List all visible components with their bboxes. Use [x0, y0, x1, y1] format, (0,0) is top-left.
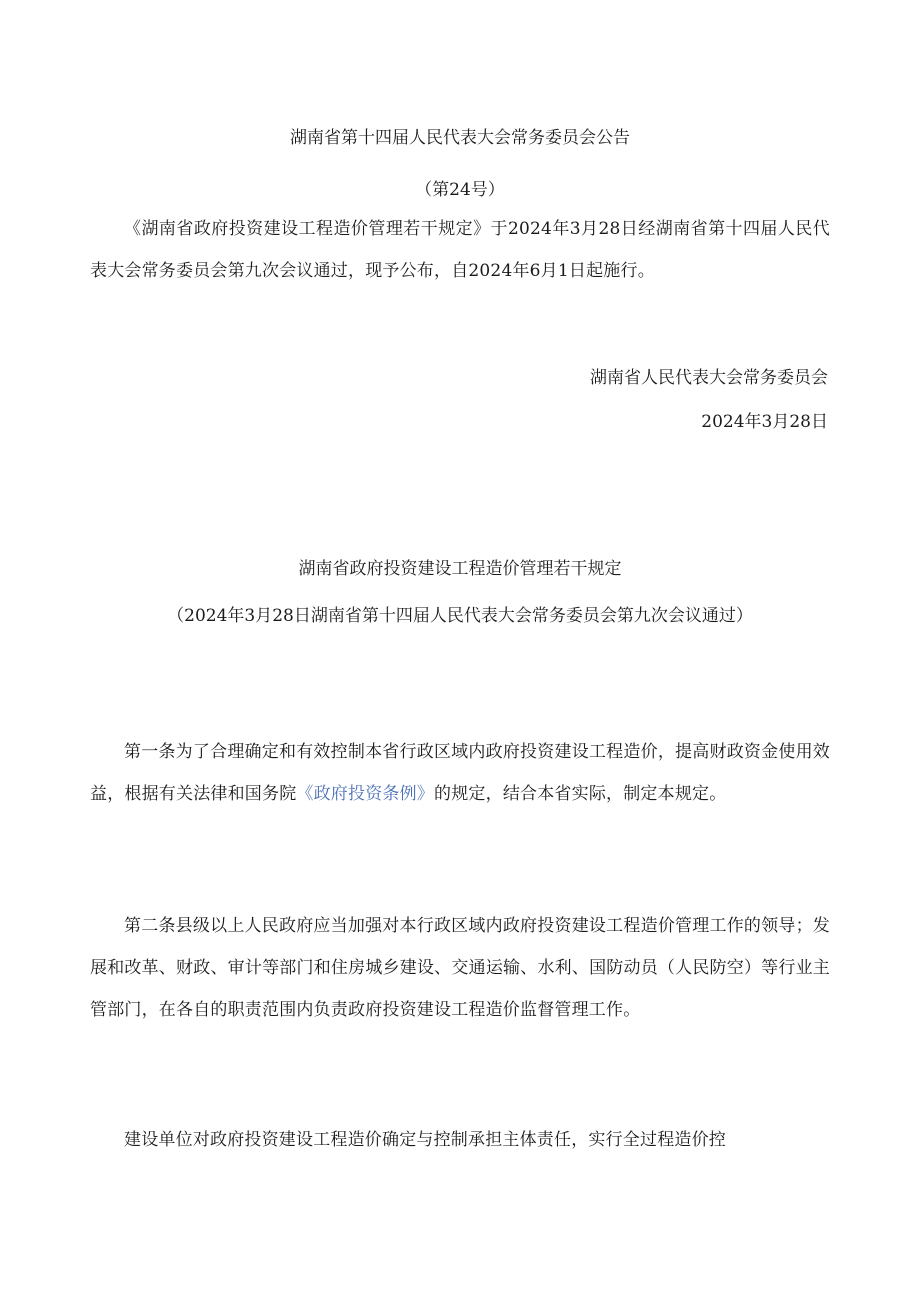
regulation-title: 湖南省政府投资建设工程造价管理若干规定 — [298, 559, 622, 579]
article-1-text-before: 第一条为了合理确定和有效控制本省行政区域内政府投资建设工程造价，提高财政资金使用效益，根据有关法律和国务院 — [90, 742, 830, 804]
regulation-link[interactable]: 《政府投资条例》 — [296, 784, 435, 804]
announcement-body: 《湖南省政府投资建设工程造价管理若干规定》于2024年3月28日经湖南省第十四届人民代表大会常务委员会第九次会议通过，现予公布，自2024年6月1日起施行。 — [90, 219, 830, 281]
announcement-title: 湖南省第十四届人民代表大会常务委员会公告 — [290, 128, 630, 148]
article-2-paragraph-2: 建设单位对政府投资建设工程造价确定与控制承担主体责任，实行全过程造价控 — [124, 1130, 726, 1150]
announcement-number: （第24号） — [415, 180, 505, 200]
article-1-text-after: 的规定，结合本省实际，制定本规定。 — [434, 784, 727, 804]
regulation-subtitle: （2024年3月28日湖南省第十四届人民代表大会常务委员会第九次会议通过） — [167, 606, 753, 626]
article-2: 第二条县级以上人民政府应当加强对本行政区域内政府投资建设工程造价管理工作的领导；发展和改革、财政、审计等部门和住房城乡建设、交通运输、水利、国防动员（人民防空）等行业主管部门，在各自的职责范围内负责政府投资建设工程造价监督管理工作。 — [90, 916, 830, 1020]
article-1 — [90, 731, 830, 815]
announcement-date: 2024年3月28日 — [701, 412, 828, 432]
announcement-issuer: 湖南省人民代表大会常务委员会 — [590, 368, 828, 388]
